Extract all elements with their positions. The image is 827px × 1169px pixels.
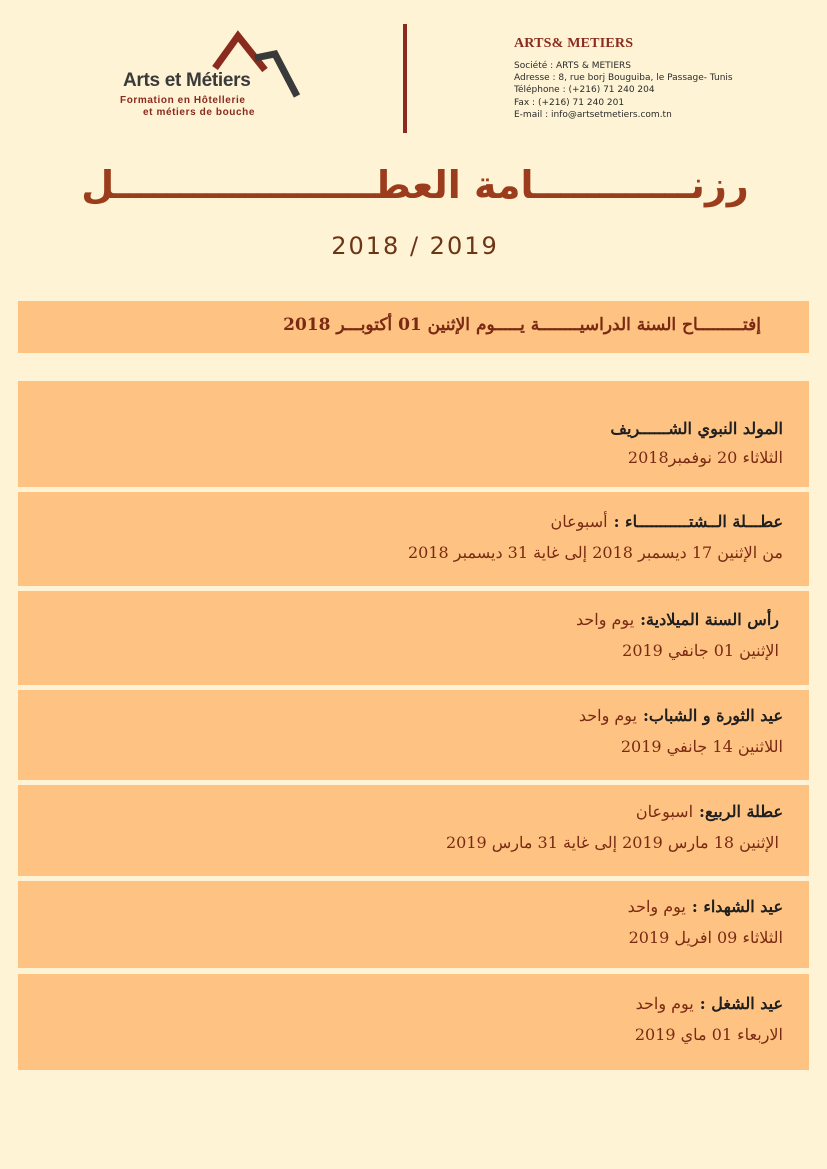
logo-tagline-2: et métiers de bouche — [143, 107, 256, 118]
holiday-labour — [18, 974, 809, 1070]
holiday-new-year — [18, 591, 809, 685]
holiday-duration: يوم واحد — [578, 706, 637, 725]
company-fax-line: Fax : (+216) 71 240 201 — [514, 97, 625, 108]
holiday-duration: يوم واحد — [627, 897, 686, 916]
holiday-spring — [18, 785, 809, 876]
holiday-title: عيد الشغل :يوم واحد — [635, 994, 783, 1013]
company-info — [514, 36, 733, 121]
holiday-date: الثلاثاء 20 نوفمبر2018 — [627, 448, 783, 467]
header-divider — [403, 24, 407, 133]
school-opening-text: إفتـــــــــاح السنة الدراسيــــــــة يـــــوم الإثنين 01 أكتوبـــر 2018 — [283, 315, 761, 335]
holiday-date: الاربعاء 01 ماي 2019 — [634, 1025, 783, 1044]
holiday-date: الثلاثاء 09 افريل 2019 — [628, 928, 783, 947]
company-name-line: Société : ARTS & METIERS — [514, 61, 631, 71]
school-year: 2018 / 2019 — [331, 232, 499, 260]
holiday-duration: يوم واحد — [575, 610, 635, 629]
holiday-winter — [18, 492, 809, 586]
page-title: رزنــــــــــــامة العطــــــــــــــــــــل — [81, 163, 749, 207]
holiday-title: المولد النبوي الشــــــريف — [610, 419, 783, 438]
holiday-date: اللاثنين 14 جانفي 2019 — [620, 737, 783, 756]
holiday-title: عيد الشهداء :يوم واحد — [627, 897, 783, 916]
logo-tagline-1: Formation en Hôtellerie — [120, 95, 246, 106]
holiday-mawlid — [18, 381, 809, 487]
holiday-title: رأس السنة الميلادية:يوم واحد — [575, 610, 779, 629]
school-opening-band — [18, 301, 809, 353]
company-title: ARTS& METIERS — [514, 36, 634, 51]
company-phone-line: Téléphone : (+216) 71 240 204 — [514, 85, 655, 96]
holiday-martyrs — [18, 881, 809, 968]
holiday-date: الإثنين 01 جانفي 2019 — [622, 641, 779, 660]
logo-name: Arts et Métiers — [123, 70, 251, 91]
holiday-title: عطـــلة الــشتـــــــــــاء :أسبوعان — [550, 512, 783, 531]
holiday-title: عيد الثورة و الشباب:يوم واحد — [578, 706, 783, 725]
company-address-line: Adresse : 8, rue borj Bouguiba, le Passage- Tunis — [514, 73, 733, 84]
holiday-duration: أسبوعان — [550, 512, 608, 531]
company-email-line: E-mail : info@artsetmetiers.com.tn — [514, 109, 672, 120]
holiday-duration: يوم واحد — [635, 994, 694, 1013]
company-logo — [115, 28, 305, 123]
holiday-date: من الإثنين 17 ديسمبر 2018 إلى غاية 31 ديسمبر 2018 — [408, 543, 783, 562]
holiday-revolution — [18, 690, 809, 780]
holiday-duration: اسبوعان — [635, 802, 694, 821]
holiday-title: عطلة الربيع:اسبوعان — [635, 802, 783, 821]
holiday-date: الإثنين 18 مارس 2019 إلى غاية 31 مارس 2019 — [445, 833, 779, 852]
